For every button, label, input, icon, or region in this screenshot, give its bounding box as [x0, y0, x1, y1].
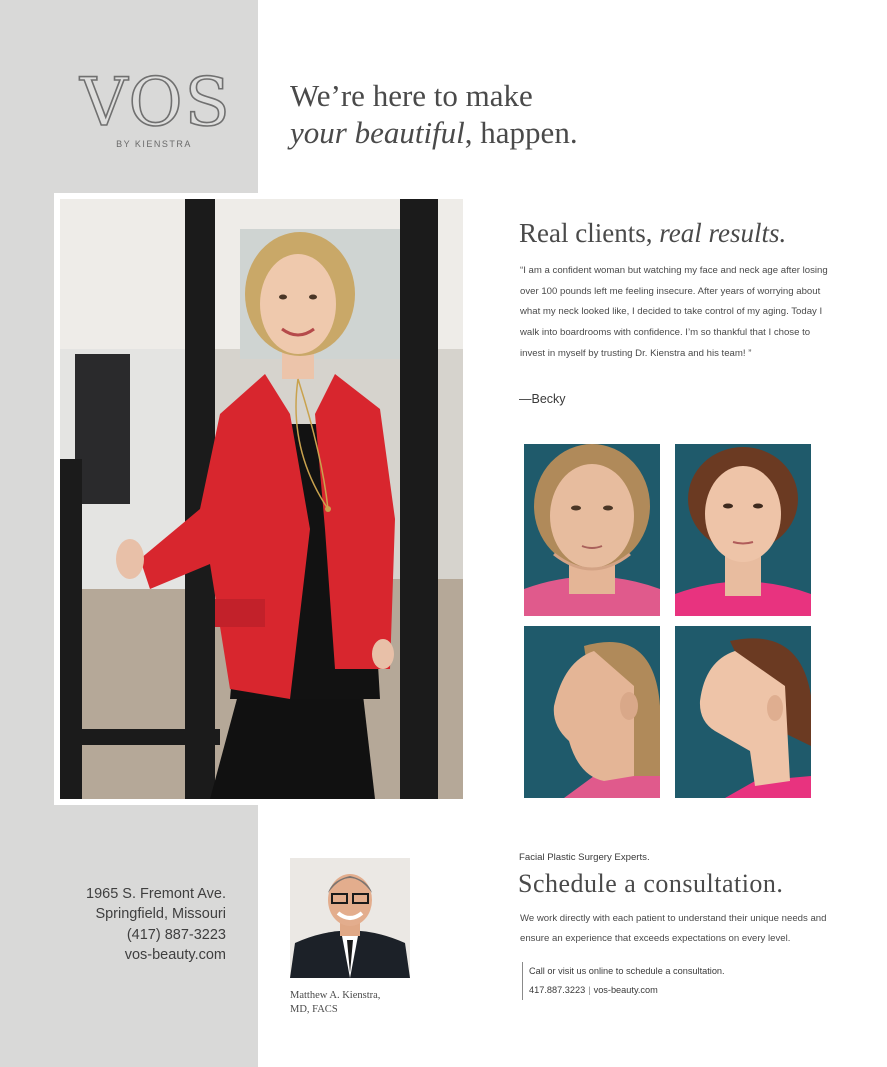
- cta-phone: 417.887.3223: [529, 985, 586, 995]
- before-photo-front: [524, 444, 660, 616]
- before-photo-profile: [524, 626, 660, 798]
- after-photo-profile: [675, 626, 811, 798]
- cta-contact-line: [529, 981, 725, 1000]
- address-phone: (417) 887-3223: [126, 926, 226, 943]
- after-photo-front: [675, 444, 811, 616]
- headline: [290, 78, 578, 152]
- vos-logo: [80, 64, 232, 149]
- headline-line-2: [290, 114, 578, 152]
- testimonial-quote: “I am a confident woman but watching my face and neck age after losing over 100 pounds left me feeling insecure. After years of worrying about what my neck looked like, I decided to take control of my aging. Today I walk into boardrooms with confidence. I’m so thankful that I chose to invest in myself by trusting Dr. Kienstra and his team! ”: [520, 265, 828, 359]
- testimonial-title-plain: Real clients,: [519, 218, 660, 248]
- logo-subtitle: BY KIENSTRA: [116, 139, 192, 149]
- doctor-name: [290, 989, 380, 1017]
- address-city: Springfield, Missouri: [95, 906, 226, 923]
- logo-wordmark: VOS: [80, 64, 232, 141]
- cta-tagline: Facial Plastic Surgery Experts.: [519, 852, 650, 863]
- testimonial-signature: —Becky: [519, 392, 566, 406]
- address-website: vos-beauty.com: [124, 946, 226, 963]
- headline-line-1: We’re here to make: [290, 78, 533, 113]
- doctor-photo: [290, 858, 410, 978]
- cta-action-text: Call or visit us online to schedule a consultation.: [529, 966, 725, 976]
- cta-body: We work directly with each patient to understand their unique needs and ensure an experience that exceeds expectations on every level.: [520, 913, 827, 944]
- headline-italic: your beautiful: [290, 115, 465, 150]
- contact-address: [40, 884, 226, 965]
- doctor-name-line-1: Matthew A. Kienstra,: [290, 990, 381, 1001]
- testimonial-title: [519, 218, 786, 249]
- cta-separator: |: [588, 985, 591, 995]
- cta-contact-box: [522, 962, 725, 1000]
- client-portrait-illustration: [60, 199, 463, 799]
- cta-website: vos-beauty.com: [593, 985, 658, 995]
- hero-photo: [60, 199, 463, 799]
- headline-rest: , happen.: [464, 115, 578, 150]
- address-street: 1965 S. Fremont Ave.: [86, 886, 226, 902]
- cta-title: Schedule a consultation.: [518, 869, 784, 898]
- doctor-name-line-2: MD, FACS: [290, 1004, 338, 1015]
- testimonial-title-italic: real results.: [659, 218, 787, 248]
